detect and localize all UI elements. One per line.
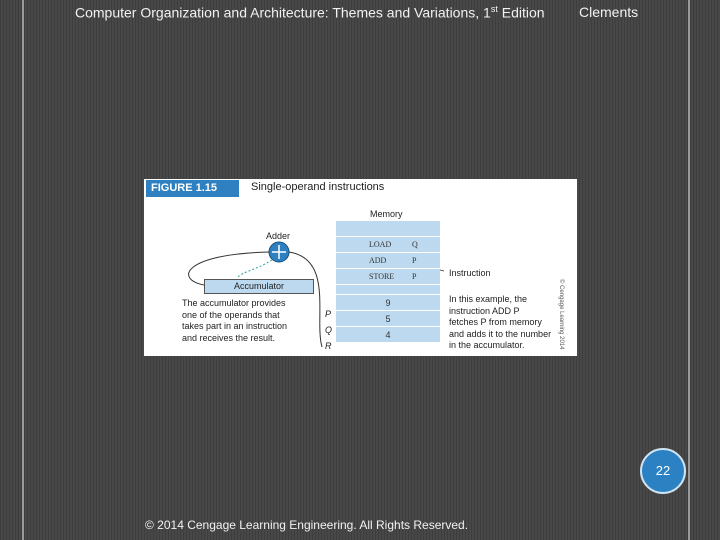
right-caption-line: fetches P from memory: [449, 317, 542, 327]
accumulator-box: Accumulator: [204, 279, 314, 294]
instruction-arg: P: [412, 256, 417, 265]
header-author: Clements: [579, 4, 639, 20]
memory-row-label: Q: [325, 325, 333, 335]
instruction-op: ADD: [369, 256, 387, 265]
left-divider-line: [22, 0, 24, 540]
header-title-sup: st: [490, 4, 498, 14]
memory-cell-data: [336, 295, 440, 311]
right-caption-line: in the accumulator.: [449, 340, 525, 350]
footer-copyright: © 2014 Cengage Learning Engineering. All Rights Reserved.: [145, 518, 469, 532]
instruction-label: Instruction: [449, 268, 491, 278]
figure-badge: FIGURE 1.15: [146, 180, 239, 197]
memory-column: [336, 221, 440, 343]
memory-data-value: 9: [385, 298, 391, 308]
memory-row-label: R: [325, 341, 332, 351]
instruction-arg: P: [412, 272, 417, 281]
header-title-main: Computer Organization and Architecture: Themes and Variations, 1: [75, 4, 491, 21]
right-caption-line: instruction ADD P: [449, 305, 520, 316]
left-caption-line: one of the operands that: [182, 309, 280, 320]
memory-cell-empty: [336, 221, 440, 237]
memory-cell-data: [336, 327, 440, 343]
memory-data-value: 5: [385, 314, 391, 324]
memory-cell-instruction: [336, 237, 440, 253]
instruction-op: LOAD: [369, 240, 392, 249]
right-caption: [449, 294, 551, 352]
memory-label: Memory: [370, 209, 403, 219]
figure-title: Single-operand instructions: [251, 181, 385, 193]
left-caption: [182, 298, 287, 344]
adder-label: Adder: [266, 231, 291, 241]
header-title: [75, 4, 545, 21]
header-title-tail: Edition: [497, 4, 545, 21]
instruction-op: STORE: [369, 272, 395, 281]
memory-data-value: 4: [385, 330, 391, 340]
path-adder-to-acc: [238, 260, 272, 277]
figure-image: [144, 179, 577, 356]
left-caption-line: The accumulator provides: [182, 298, 286, 308]
left-caption-line: and receives the result.: [182, 332, 276, 343]
memory-row-label: P: [325, 309, 332, 319]
right-divider-line: [688, 0, 690, 540]
figure-side-copyright: © Cengage Learning 2014: [558, 279, 564, 350]
path-mem-to-adder: [289, 252, 322, 347]
left-caption-line: takes part in an instruction: [182, 321, 288, 331]
right-caption-line: In this example, the: [449, 294, 528, 304]
page-number-badge: 22: [640, 448, 686, 494]
right-caption-line: and adds it to the number: [449, 328, 552, 339]
memory-cell-instruction: [336, 269, 440, 285]
memory-cell-data: [336, 311, 440, 327]
instruction-arg: Q: [412, 240, 418, 249]
memory-cell-instruction: [336, 253, 440, 269]
memory-cell-empty: [336, 285, 440, 295]
